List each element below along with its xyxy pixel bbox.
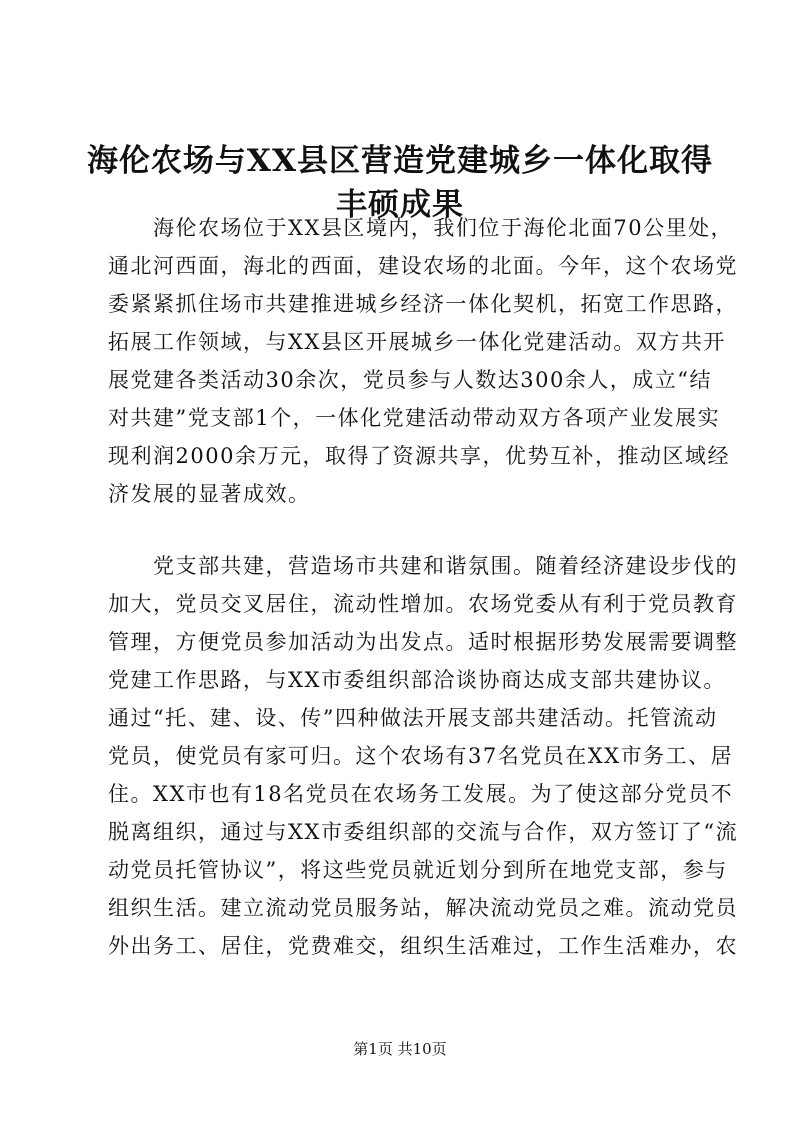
body-line: 通北河西面，海北的西面，建设农场的北面。今年，这个农场党 xyxy=(108,254,738,278)
body-line: 住。XX市也有18名党员在农场务工发展。为了使这部分党员不 xyxy=(108,782,734,806)
document-title-line-2: 丰硕成果 xyxy=(336,187,464,223)
body-line: 党支部共建，营造场市共建和谐氛围。随着经济建设步伐的 xyxy=(108,554,738,578)
body-line: 现利润2000余万元，取得了资源共享，优势互补，推动区域经 xyxy=(108,444,730,468)
body-line: 展党建各类活动30余次，党员参与人数达300余人，成立“结 xyxy=(108,368,713,392)
body-line: 拓展工作领域，与XX县区开展城乡一体化党建活动。双方共开 xyxy=(108,330,726,354)
body-line: 海伦农场位于XX县区境内，我们位于海伦北面70公里处， xyxy=(108,216,734,240)
body-line: 加大，党员交叉居住，流动性增加。农场党委从有利于党员教育 xyxy=(108,592,738,616)
body-line: 动党员托管协议”，将这些党员就近划分到所在地党支部，参与 xyxy=(108,858,728,882)
body-line: 脱离组织，通过与XX市委组织部的交流与合作，双方签订了“流 xyxy=(108,820,739,844)
body-line: 党建工作思路，与XX市委组织部洽谈协商达成支部共建协议。 xyxy=(108,668,726,692)
body-line: 济发展的显著成效。 xyxy=(108,482,311,506)
body-line: 委紧紧抓住场市共建推进城乡经济一体化契机，拓宽工作思路， xyxy=(108,292,738,316)
body-line: 管理，方便党员参加活动为出发点。适时根据形势发展需要调整 xyxy=(108,630,738,654)
body-line: 外出务工、居住，党费难交，组织生活难过，工作生活难办，农 xyxy=(108,934,738,958)
body-line: 组织生活。建立流动党员服务站，解决流动党员之难。流动党员 xyxy=(108,896,738,920)
body-line: 通过“托、建、设、传”四种做法开展支部共建活动。托管流动 xyxy=(108,706,718,730)
body-line: 对共建”党支部1个，一体化党建活动带动双方各项产业发展实 xyxy=(108,406,721,430)
body-line: 党员，使党员有家可归。这个农场有37名党员在XX市务工、居 xyxy=(108,744,734,768)
page-number-footer: 第1页 共10页 xyxy=(353,1040,447,1058)
document-title-line-1: 海伦农场与XX县区营造党建城乡一体化取得 xyxy=(86,143,714,179)
